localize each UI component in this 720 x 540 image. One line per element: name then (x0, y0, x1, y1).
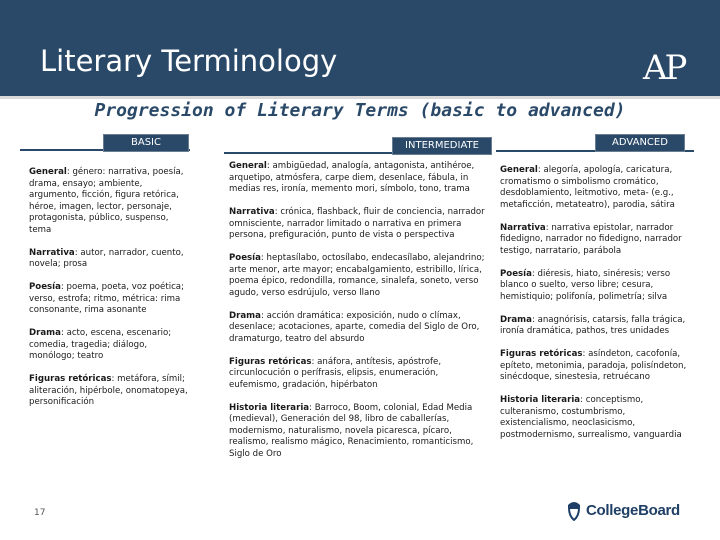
advanced-entry-poesia (500, 269, 696, 304)
intermediate-entry-figuras (229, 357, 491, 392)
entry-text: : heptasílabo, octosílabo, endecasílabo, alejandrino; arte menor, arte mayor; encabalgamiento, estribillo, lírica, poema épico, redondilla, romance, sinalefa, soneto, verso agudo, verso esdrújulo, verso llano (229, 253, 485, 298)
basic-column (29, 167, 189, 420)
basic-heading: BASIC (103, 134, 189, 152)
entry-label: Figuras retóricas (229, 356, 312, 367)
page-number: 17 (34, 508, 46, 518)
acorn-icon (566, 499, 582, 521)
intermediate-column (229, 161, 491, 472)
advanced-column (500, 165, 696, 453)
advanced-entry-drama (500, 315, 696, 338)
intermediate-entry-historia (229, 403, 491, 461)
basic-entry-general (29, 167, 189, 236)
entry-label: General (29, 167, 67, 177)
entry-label: Figuras retóricas (500, 349, 583, 359)
basic-entry-figuras (29, 374, 189, 409)
entry-text: : género: narrativa, poesía, drama, ensayo; ambiente, argumento, ficción, figura retórica, héroe, imagen, lector, personaje, protagonista, público, suspenso, tema (29, 167, 184, 235)
entry-label: Poesía (229, 253, 261, 263)
entry-text: : anagnórisis, catarsis, falla trágica, ironía dramática, pathos, tres unidades (500, 314, 686, 336)
collegeboard-logo (566, 497, 680, 523)
basic-entry-poesia (29, 282, 189, 317)
intermediate-heading: INTERMEDIATE (392, 137, 492, 155)
entry-text: : Barroco, Boom, colonial, Edad Media (medieval), Generación del 98, libro de caballerías, modernismo, naturalismo, novela picaresca, pícaro, realismo, realismo mágico, Renacimiento, romanticismo, Siglo de Oro (229, 402, 474, 459)
basic-entry-narrativa (29, 248, 189, 271)
intermediate-entry-narrativa (229, 207, 491, 242)
entry-text: : crónica, flashback, fluir de conciencia, narrador omnisciente, narrador limitado o narrativa en primera persona, prefiguración, punto de vista o perspectiva (229, 207, 485, 240)
entry-label: Historia literaria (500, 395, 581, 405)
entry-label: General (229, 161, 267, 171)
entry-label: Narrativa (29, 247, 75, 258)
title-bar (0, 0, 720, 96)
entry-label: Poesía (29, 282, 61, 292)
advanced-entry-figuras (500, 349, 696, 384)
entry-label: Narrativa (229, 207, 275, 217)
entry-label: Narrativa (500, 222, 546, 233)
basic-entry-drama (29, 328, 189, 363)
entry-text: : acción dramática: exposición, nudo o clímax, desenlace; acotaciones, aparte, comedia del Siglo de Oro, dramaturgo, teatro del absurdo (229, 310, 480, 344)
entry-text: : asíndeton, cacofonía, epíteto, metonimia, paradoja, polisíndeton, sinécdoque, sinestesia, retruécano (500, 349, 687, 382)
entry-label: Drama (500, 314, 532, 325)
intermediate-entry-poesia (229, 253, 491, 299)
advanced-entry-general (500, 165, 696, 211)
entry-text: : metáfora, símil; aliteración, hipérbole, onomatopeya, personificación (29, 374, 188, 407)
entry-text: : ambigüedad, analogía, antagonista, antihéroe, arquetipo, atmósfera, carpe diem, desenlace, fábula, in medias res, ironía, memento mori, símbolo, tono, trama (229, 161, 475, 194)
entry-label: Drama (29, 328, 61, 338)
entry-label: Figuras retóricas (29, 374, 112, 384)
slide-subtitle: Progression of Literary Terms (basic to advanced) (94, 100, 626, 121)
entry-text: : narrativa epistolar, narrador fidedigno, narrador no fidedigno, narrador testigo, narratario, parábola (500, 222, 682, 256)
entry-text: : acto, escena, escenario; comedia, tragedia; diálogo, monólogo; teatro (29, 328, 172, 361)
entry-text: : autor, narrador, cuento, novela; prosa (29, 247, 184, 269)
entry-label: Historia literaria (229, 402, 310, 413)
entry-text: : poema, poeta, voz poética; verso, estrofa; ritmo, métrica: rima consonante, rima asonante (29, 282, 184, 315)
intermediate-entry-general (229, 161, 491, 196)
entry-text: : diéresis, hiato, sinéresis; verso blanco o suelto, verso libre; cesura, hemistiquio; polifonía, polimetría; silva (500, 268, 671, 302)
advanced-heading: ADVANCED (595, 134, 685, 152)
advanced-entry-narrativa (500, 223, 696, 258)
ap-logo: AP (643, 48, 685, 88)
entry-text: : alegoría, apología, caricatura, cromatismo o simbolismo cromático, desdoblamiento, leitmotivo, meta- (e.g., metaficción, metateatro), parodia, sátira (500, 165, 675, 210)
collegeboard-wordmark: CollegeBoard (586, 501, 680, 519)
advanced-entry-historia (500, 395, 696, 441)
entry-label: General (500, 165, 538, 175)
entry-text: : anáfora, antítesis, apóstrofe, circunlocución o perífrasis, elipsis, enumeración, eufemismo, gradación, hipérbaton (229, 356, 442, 390)
entry-text: : conceptismo, culteranismo, costumbrismo, existencialismo, neoclasicismo, postmodernismo, surrealismo, vanguardia (500, 395, 682, 440)
intermediate-entry-drama (229, 311, 491, 346)
entry-label: Poesía (500, 268, 532, 279)
entry-label: Drama (229, 310, 261, 321)
header-divider (0, 96, 720, 99)
slide-title: Literary Terminology (40, 44, 338, 78)
